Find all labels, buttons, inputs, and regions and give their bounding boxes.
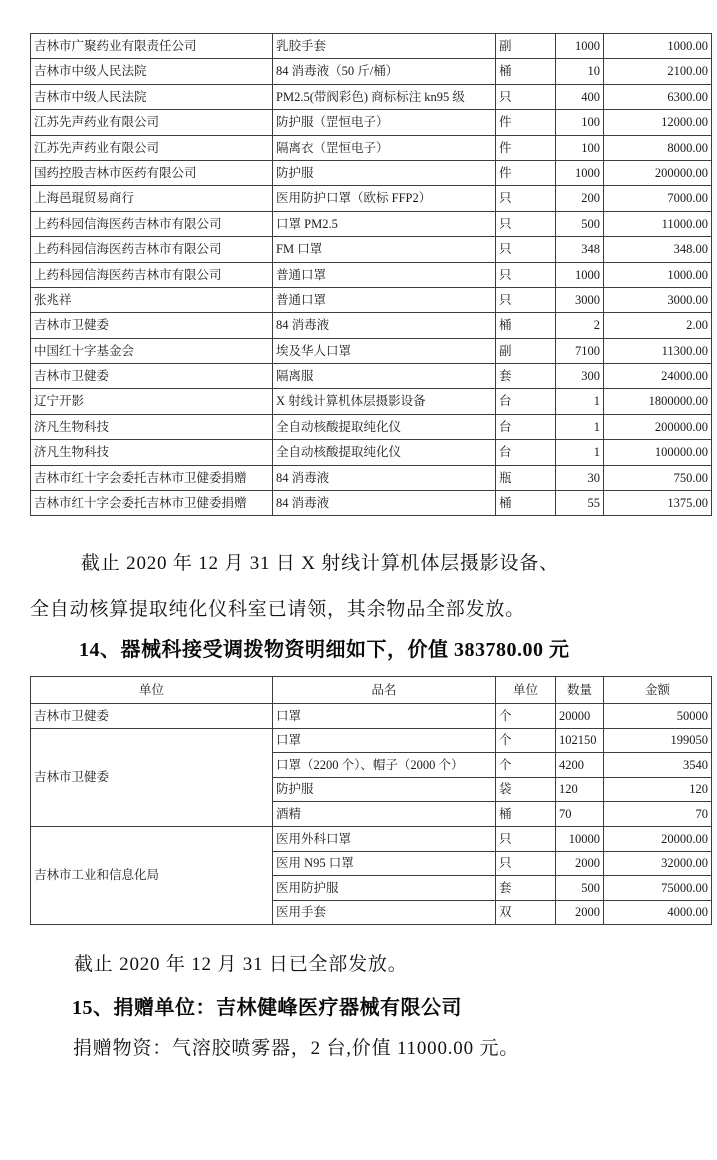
table-row bbox=[31, 389, 712, 414]
amount-cell: 1000.00 bbox=[604, 262, 712, 287]
qty-cell: 1 bbox=[556, 389, 604, 414]
table-row bbox=[31, 440, 712, 465]
unit-cell: 只 bbox=[496, 287, 556, 312]
item-cell: 84 消毒液 bbox=[273, 313, 496, 338]
qty-cell: 400 bbox=[556, 84, 604, 109]
item-cell: 全自动核酸提取纯化仪 bbox=[273, 414, 496, 439]
amount-cell: 7000.00 bbox=[604, 186, 712, 211]
amount-cell: 1375.00 bbox=[604, 491, 712, 516]
donated-goods-table bbox=[30, 33, 712, 516]
qty-cell: 348 bbox=[556, 237, 604, 262]
item-cell: 口罩 bbox=[273, 728, 496, 753]
qty-cell: 4200 bbox=[556, 753, 604, 778]
qty-cell: 2000 bbox=[556, 900, 604, 925]
table-row bbox=[31, 465, 712, 490]
org-cell: 江苏先声药业有限公司 bbox=[31, 135, 273, 160]
org-cell: 济凡生物科技 bbox=[31, 414, 273, 439]
qty-cell: 7100 bbox=[556, 338, 604, 363]
org-cell: 吉林市卫健委 bbox=[31, 728, 273, 826]
table-row bbox=[31, 135, 712, 160]
qty-cell: 10 bbox=[556, 59, 604, 84]
unit-cell: 只 bbox=[496, 237, 556, 262]
org-cell: 吉林市工业和信息化局 bbox=[31, 826, 273, 924]
item-cell: 84 消毒液（50 斤/桶） bbox=[273, 59, 496, 84]
transferred-goods-table bbox=[30, 676, 712, 925]
item-cell: 84 消毒液 bbox=[273, 491, 496, 516]
qty-cell: 1 bbox=[556, 414, 604, 439]
unit-cell: 个 bbox=[496, 728, 556, 753]
qty-cell: 500 bbox=[556, 876, 604, 901]
unit-cell: 件 bbox=[496, 110, 556, 135]
unit-cell: 件 bbox=[496, 160, 556, 185]
amount-cell: 348.00 bbox=[604, 237, 712, 262]
org-cell: 国药控股吉林市医药有限公司 bbox=[31, 160, 273, 185]
unit-cell: 双 bbox=[496, 900, 556, 925]
amount-cell: 199050 bbox=[604, 728, 712, 753]
qty-header: 数量 bbox=[556, 677, 604, 704]
unit-cell: 台 bbox=[496, 440, 556, 465]
table-row bbox=[31, 313, 712, 338]
section-14-heading: 14、器械科接受调拨物资明细如下，价值 383780.00 元 bbox=[79, 639, 570, 661]
org-header: 单位 bbox=[31, 677, 273, 704]
item-cell: 口罩（2200 个）、帽子（2000 个） bbox=[273, 753, 496, 778]
org-cell: 济凡生物科技 bbox=[31, 440, 273, 465]
unit-cell: 台 bbox=[496, 389, 556, 414]
table-row bbox=[31, 414, 712, 439]
org-cell: 上药科园信海医药吉林市有限公司 bbox=[31, 211, 273, 236]
table-row bbox=[31, 338, 712, 363]
unit-cell: 只 bbox=[496, 211, 556, 236]
table-row bbox=[31, 211, 712, 236]
table-row bbox=[31, 491, 712, 516]
qty-cell: 100 bbox=[556, 110, 604, 135]
amount-cell: 20000.00 bbox=[604, 826, 712, 851]
qty-cell: 120 bbox=[556, 777, 604, 802]
qty-cell: 1 bbox=[556, 440, 604, 465]
item-cell: 酒精 bbox=[273, 802, 496, 827]
qty-cell: 102150 bbox=[556, 728, 604, 753]
item-cell: PM2.5(带阀彩色) 商标标注 kn95 级 bbox=[273, 84, 496, 109]
unit-cell: 桶 bbox=[496, 802, 556, 827]
closing-note-2: 截止 2020 年 12 月 31 日已全部发放。 bbox=[74, 954, 408, 975]
table-row bbox=[31, 704, 712, 729]
qty-cell: 2 bbox=[556, 313, 604, 338]
table-row bbox=[31, 287, 712, 312]
amount-cell: 200000.00 bbox=[604, 160, 712, 185]
unit-cell: 副 bbox=[496, 338, 556, 363]
org-cell: 吉林市中级人民法院 bbox=[31, 84, 273, 109]
amount-cell: 11000.00 bbox=[604, 211, 712, 236]
amount-cell: 4000.00 bbox=[604, 900, 712, 925]
table-row bbox=[31, 728, 712, 753]
table-row bbox=[31, 237, 712, 262]
qty-cell: 200 bbox=[556, 186, 604, 211]
item-cell: 口罩 PM2.5 bbox=[273, 211, 496, 236]
org-cell: 中国红十字基金会 bbox=[31, 338, 273, 363]
unit-cell: 台 bbox=[496, 414, 556, 439]
unit-cell: 个 bbox=[496, 704, 556, 729]
unit-cell: 桶 bbox=[496, 59, 556, 84]
amount-cell: 8000.00 bbox=[604, 135, 712, 160]
item-cell: 84 消毒液 bbox=[273, 465, 496, 490]
unit-cell: 只 bbox=[496, 826, 556, 851]
amount-cell: 11300.00 bbox=[604, 338, 712, 363]
item-cell: 隔离衣（罡恒电子） bbox=[273, 135, 496, 160]
amount-header: 金额 bbox=[604, 677, 712, 704]
qty-cell: 10000 bbox=[556, 826, 604, 851]
qty-cell: 20000 bbox=[556, 704, 604, 729]
table-row bbox=[31, 110, 712, 135]
unit-header: 单位 bbox=[496, 677, 556, 704]
item-header: 品名 bbox=[273, 677, 496, 704]
table-row bbox=[31, 34, 712, 59]
org-cell: 吉林市卫健委 bbox=[31, 313, 273, 338]
donation-items-line: 捐赠物资：气溶胶喷雾器，2 台,价值 11000.00 元。 bbox=[73, 1038, 520, 1059]
table-row bbox=[31, 364, 712, 389]
item-cell: 口罩 bbox=[273, 704, 496, 729]
item-cell: 全自动核酸提取纯化仪 bbox=[273, 440, 496, 465]
amount-cell: 50000 bbox=[604, 704, 712, 729]
amount-cell: 3540 bbox=[604, 753, 712, 778]
unit-cell: 桶 bbox=[496, 313, 556, 338]
item-cell: 医用外科口罩 bbox=[273, 826, 496, 851]
org-cell: 吉林市红十字会委托吉林市卫健委捐赠 bbox=[31, 465, 273, 490]
item-cell: 医用防护口罩（欧标 FFP2） bbox=[273, 186, 496, 211]
table-row bbox=[31, 59, 712, 84]
unit-cell: 只 bbox=[496, 84, 556, 109]
table-row bbox=[31, 84, 712, 109]
qty-cell: 300 bbox=[556, 364, 604, 389]
qty-cell: 70 bbox=[556, 802, 604, 827]
amount-cell: 750.00 bbox=[604, 465, 712, 490]
section-15-heading: 15、捐赠单位：吉林健峰医疗器械有限公司 bbox=[72, 997, 462, 1019]
org-cell: 吉林市中级人民法院 bbox=[31, 59, 273, 84]
org-cell: 吉林市卫健委 bbox=[31, 364, 273, 389]
amount-cell: 24000.00 bbox=[604, 364, 712, 389]
unit-cell: 套 bbox=[496, 364, 556, 389]
unit-cell: 件 bbox=[496, 135, 556, 160]
closing-note-line1: 截止 2020 年 12 月 31 日 X 射线计算机体层摄影设备、 bbox=[81, 553, 559, 574]
table-row bbox=[31, 826, 712, 851]
unit-cell: 副 bbox=[496, 34, 556, 59]
qty-cell: 30 bbox=[556, 465, 604, 490]
org-cell: 辽宁开影 bbox=[31, 389, 273, 414]
amount-cell: 12000.00 bbox=[604, 110, 712, 135]
closing-note-line2: 全自动核算提取纯化仪科室已请领，其余物品全部发放。 bbox=[30, 599, 526, 620]
item-cell: 防护服（罡恒电子） bbox=[273, 110, 496, 135]
amount-cell: 6300.00 bbox=[604, 84, 712, 109]
unit-cell: 只 bbox=[496, 851, 556, 876]
qty-cell: 3000 bbox=[556, 287, 604, 312]
qty-cell: 1000 bbox=[556, 160, 604, 185]
qty-cell: 1000 bbox=[556, 262, 604, 287]
table-row bbox=[31, 186, 712, 211]
unit-cell: 个 bbox=[496, 753, 556, 778]
org-cell: 上药科园信海医药吉林市有限公司 bbox=[31, 237, 273, 262]
item-cell: 乳胶手套 bbox=[273, 34, 496, 59]
unit-cell: 只 bbox=[496, 262, 556, 287]
qty-cell: 2000 bbox=[556, 851, 604, 876]
amount-cell: 100000.00 bbox=[604, 440, 712, 465]
item-cell: 埃及华人口罩 bbox=[273, 338, 496, 363]
qty-cell: 100 bbox=[556, 135, 604, 160]
item-cell: 医用手套 bbox=[273, 900, 496, 925]
org-cell: 吉林市红十字会委托吉林市卫健委捐赠 bbox=[31, 491, 273, 516]
org-cell: 吉林市广聚药业有限责任公司 bbox=[31, 34, 273, 59]
amount-cell: 75000.00 bbox=[604, 876, 712, 901]
table-row bbox=[31, 262, 712, 287]
item-cell: 医用 N95 口罩 bbox=[273, 851, 496, 876]
org-cell: 江苏先声药业有限公司 bbox=[31, 110, 273, 135]
org-cell: 上海邑琨贸易商行 bbox=[31, 186, 273, 211]
amount-cell: 120 bbox=[604, 777, 712, 802]
item-cell: FM 口罩 bbox=[273, 237, 496, 262]
unit-cell: 袋 bbox=[496, 777, 556, 802]
table-header-row bbox=[31, 677, 712, 704]
amount-cell: 32000.00 bbox=[604, 851, 712, 876]
org-cell: 张兆祥 bbox=[31, 287, 273, 312]
unit-cell: 只 bbox=[496, 186, 556, 211]
org-cell: 上药科园信海医药吉林市有限公司 bbox=[31, 262, 273, 287]
item-cell: 普通口罩 bbox=[273, 262, 496, 287]
qty-cell: 500 bbox=[556, 211, 604, 236]
amount-cell: 70 bbox=[604, 802, 712, 827]
amount-cell: 1800000.00 bbox=[604, 389, 712, 414]
unit-cell: 套 bbox=[496, 876, 556, 901]
unit-cell: 桶 bbox=[496, 491, 556, 516]
amount-cell: 200000.00 bbox=[604, 414, 712, 439]
item-cell: X 射线计算机体层摄影设备 bbox=[273, 389, 496, 414]
org-cell: 吉林市卫健委 bbox=[31, 704, 273, 729]
table-row bbox=[31, 160, 712, 185]
item-cell: 医用防护服 bbox=[273, 876, 496, 901]
item-cell: 普通口罩 bbox=[273, 287, 496, 312]
qty-cell: 55 bbox=[556, 491, 604, 516]
item-cell: 防护服 bbox=[273, 777, 496, 802]
amount-cell: 3000.00 bbox=[604, 287, 712, 312]
unit-cell: 瓶 bbox=[496, 465, 556, 490]
amount-cell: 2.00 bbox=[604, 313, 712, 338]
amount-cell: 1000.00 bbox=[604, 34, 712, 59]
item-cell: 防护服 bbox=[273, 160, 496, 185]
amount-cell: 2100.00 bbox=[604, 59, 712, 84]
item-cell: 隔离服 bbox=[273, 364, 496, 389]
qty-cell: 1000 bbox=[556, 34, 604, 59]
